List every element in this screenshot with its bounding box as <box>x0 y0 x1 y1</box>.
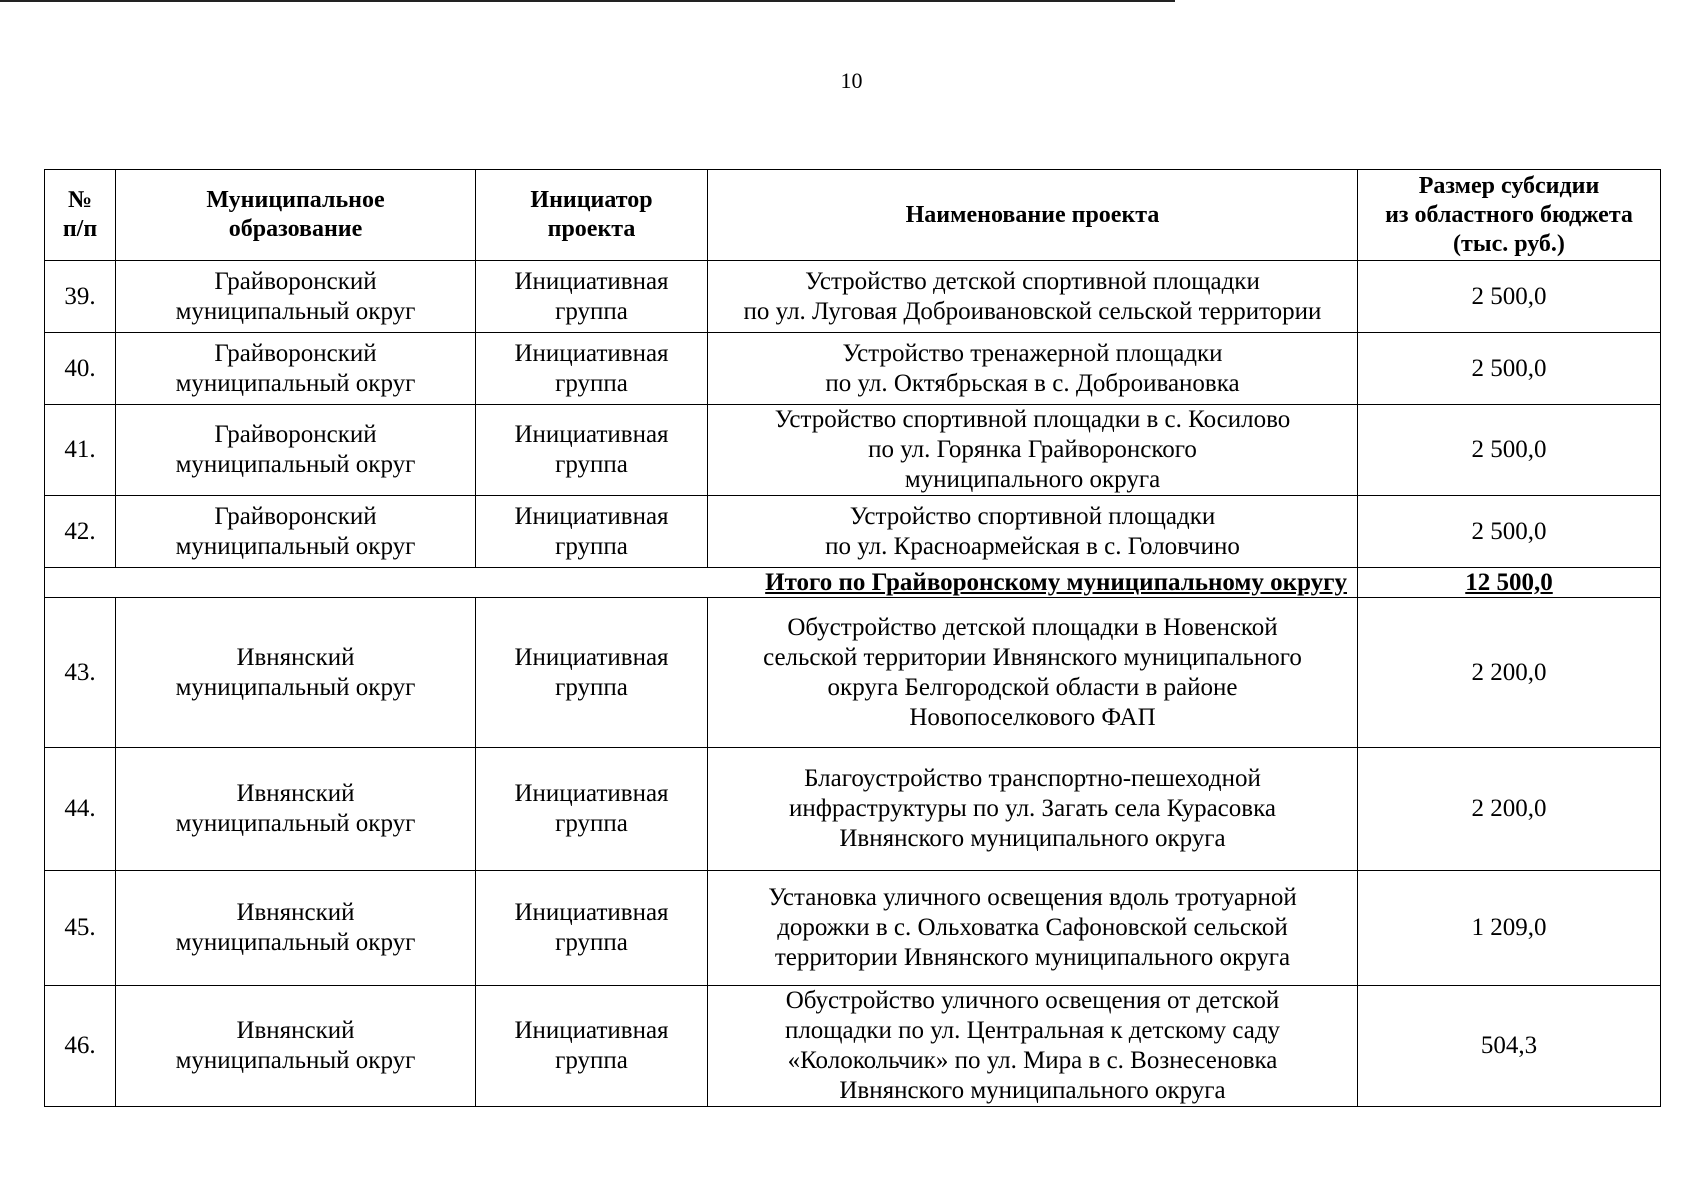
row-municipality: Грайворонский муниципальный округ <box>116 405 476 496</box>
table-row <box>45 871 1661 986</box>
row-project: Устройство спортивной площадки в с. Косилово по ул. Горянка Грайворонского муниципального округа <box>708 405 1358 496</box>
page-number: 10 <box>840 68 863 93</box>
row-initiator: Инициативная группа <box>476 333 708 405</box>
table-row <box>45 405 1661 496</box>
row-num: 40. <box>45 333 116 405</box>
row-subsidy: 2 500,0 <box>1358 496 1661 568</box>
row-municipality: Ивнянский муниципальный округ <box>116 871 476 986</box>
subsidy-table <box>44 169 1661 1107</box>
row-project: Устройство детской спортивной площадки по ул. Луговая Доброивановской сельской территории <box>708 261 1358 333</box>
header-num: № п/п <box>45 170 116 261</box>
row-initiator: Инициативная группа <box>476 986 708 1107</box>
row-municipality: Ивнянский муниципальный округ <box>116 748 476 871</box>
row-initiator: Инициативная группа <box>476 405 708 496</box>
row-num: 42. <box>45 496 116 568</box>
total-value-cell <box>1358 568 1661 598</box>
row-initiator: Инициативная группа <box>476 496 708 568</box>
table-row <box>45 748 1661 871</box>
header-municipality: Муниципальное образование <box>116 170 476 261</box>
total-row <box>45 568 1661 598</box>
row-num: 46. <box>45 986 116 1107</box>
header-project: Наименование проекта <box>708 170 1358 261</box>
row-subsidy: 2 500,0 <box>1358 405 1661 496</box>
row-project: Благоустройство транспортно-пешеходной инфраструктуры по ул. Загать села Курасовка Ивнянского муниципального округа <box>708 748 1358 871</box>
row-initiator: Инициативная группа <box>476 871 708 986</box>
table-header-row <box>45 170 1661 261</box>
table-row <box>45 496 1661 568</box>
total-label: Итого по Грайворонскому муниципальному округу <box>765 568 1347 596</box>
total-value: 12 500,0 <box>1465 568 1553 596</box>
table-row <box>45 598 1661 748</box>
row-initiator: Инициативная группа <box>476 748 708 871</box>
table-row <box>45 333 1661 405</box>
row-municipality: Ивнянский муниципальный округ <box>116 598 476 748</box>
row-subsidy: 2 500,0 <box>1358 333 1661 405</box>
header-initiator: Инициатор проекта <box>476 170 708 261</box>
row-num: 39. <box>45 261 116 333</box>
table-row <box>45 261 1661 333</box>
row-subsidy: 2 200,0 <box>1358 598 1661 748</box>
row-initiator: Инициативная группа <box>476 261 708 333</box>
top-rule <box>0 0 1175 2</box>
row-municipality: Грайворонский муниципальный округ <box>116 261 476 333</box>
row-num: 41. <box>45 405 116 496</box>
row-project: Обустройство детской площадки в Новенской сельской территории Ивнянского муниципального округа Белгородской области в районе Новопоселкового ФАП <box>708 598 1358 748</box>
row-project: Устройство спортивной площадки по ул. Красноармейская в с. Головчино <box>708 496 1358 568</box>
row-project: Устройство тренажерной площадки по ул. Октябрьская в с. Доброивановка <box>708 333 1358 405</box>
header-subsidy: Размер субсидии из областного бюджета (тыс. руб.) <box>1358 170 1661 261</box>
row-initiator: Инициативная группа <box>476 598 708 748</box>
table-row <box>45 986 1661 1107</box>
row-num: 44. <box>45 748 116 871</box>
row-municipality: Ивнянский муниципальный округ <box>116 986 476 1107</box>
row-municipality: Грайворонский муниципальный округ <box>116 496 476 568</box>
row-subsidy: 504,3 <box>1358 986 1661 1107</box>
row-project: Установка уличного освещения вдоль тротуарной дорожки в с. Ольховатка Сафоновской сельской территории Ивнянского муниципального округа <box>708 871 1358 986</box>
row-subsidy: 1 209,0 <box>1358 871 1661 986</box>
row-num: 43. <box>45 598 116 748</box>
row-num: 45. <box>45 871 116 986</box>
row-municipality: Грайворонский муниципальный округ <box>116 333 476 405</box>
row-subsidy: 2 200,0 <box>1358 748 1661 871</box>
row-project: Обустройство уличного освещения от детской площадки по ул. Центральная к детскому саду «Колокольчик» по ул. Мира в с. Вознесеновка Ивнянского муниципального округа <box>708 986 1358 1107</box>
total-label-cell <box>45 568 1358 598</box>
row-subsidy: 2 500,0 <box>1358 261 1661 333</box>
